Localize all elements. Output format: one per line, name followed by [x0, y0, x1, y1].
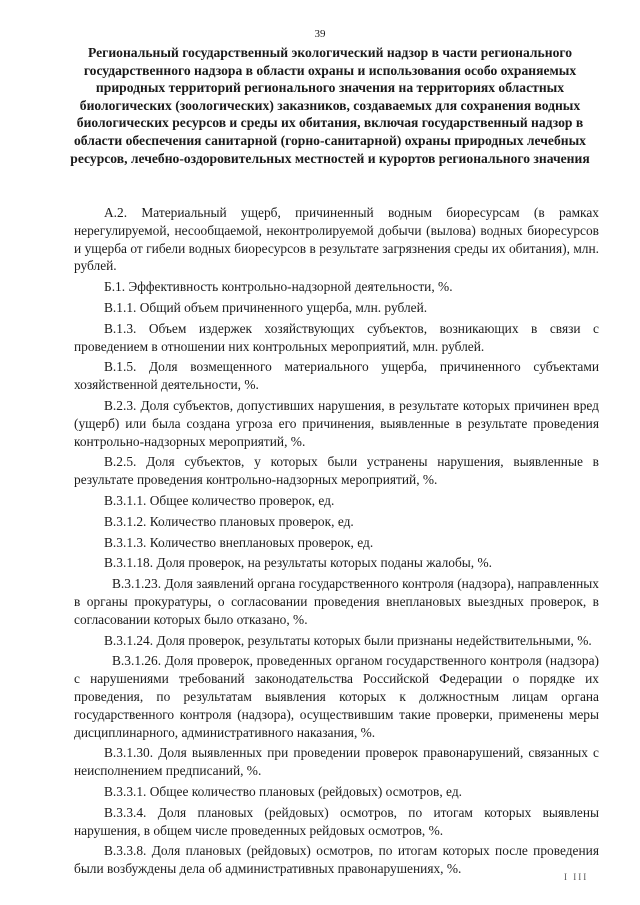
paragraph-v3-1-26: В.3.1.26. Доля проверок, проведенных органом государственного контроля (надзора) с нарушениями требований законодательства Российской Федерации о порядке их проведения, по результатам выявления которых к должностным лицам органа государственного контроля (надзора), осуществившим такие проверки, применены меры дисциплинарного, административного наказания, %. — [74, 653, 599, 740]
paragraph-v2-5: В.2.5. Доля субъектов, у которых были устранены нарушения, выявленные в результате проведения контрольно-надзорных мероприятий, %. — [74, 454, 599, 488]
paragraph-v1-1: В.1.1. Общий объем причиненного ущерба, млн. рублей. — [104, 299, 428, 315]
paragraph-v3-1-18: В.3.1.18. Доля проверок, на результаты которых поданы жалобы, %. — [104, 555, 492, 571]
paragraph-v3-1-1: В.3.1.1. Общее количество проверок, ед. — [104, 492, 335, 508]
paragraph-v3-3-8: В.3.3.8. Доля плановых (рейдовых) осмотров, по итогам которых после проведения были возбуждены дела об административных правонарушениях, %. — [74, 843, 599, 877]
section-heading: Региональный государственный экологический надзор в части регионального государственного надзора в области охраны и использования особо охраняемых природных территорий регионального значения на территориях областных биологических (зоологических) заказников, создаваемых для сохранения водных биологических ресурсов и среды их обитания, включая государственный надзор в области обеспечения санитарной (горно-санитарной) охраны природных лечебных ресурсов, лечебно-оздоровительных местностей и курортов регионального значения — [70, 45, 590, 166]
paragraph-b1: Б.1. Эффективность контрольно-надзорной деятельности, %. — [104, 279, 453, 295]
page-number: 39 — [314, 28, 326, 40]
paragraph-v1-5: В.1.5. Доля возмещенного материального ущерба, причиненного субъектами хозяйственной деятельности, %. — [74, 359, 599, 393]
paragraph-v3-3-4: В.3.3.4. Доля плановых (рейдовых) осмотров, по итогам которых выявлены нарушения, в общем числе проведенных рейдовых осмотров, %. — [74, 804, 599, 838]
paragraph-v3-3-1: В.3.3.1. Общее количество плановых (рейдовых) осмотров, ед. — [104, 783, 462, 799]
paragraph-v3-1-3: В.3.1.3. Количество внеплановых проверок, ед. — [104, 534, 374, 550]
paragraph-v2-3: В.2.3. Доля субъектов, допустивших нарушения, в результате которых причинен вред (ущерб) или была создана угроза его причинения, выявленные в результате проведения контрольно-надзорных мероприятий, %. — [74, 397, 599, 449]
paragraph-a2: А.2. Материальный ущерб, причиненный водным биоресурсам (в рамках нерегулируемой, несообщаемой, неконтролируемой добычи (вылова) водных биоресурсов и ущерба от гибели водных биоресурсов в результате загрязнения среды их обитания), млн. рублей. — [74, 205, 599, 274]
paragraph-v1-3: В.1.3. Объем издержек хозяйствующих субъектов, возникающих в связи с проведением в отношении них контрольных мероприятий, млн. рублей. — [74, 320, 599, 354]
indicator-list — [74, 204, 599, 881]
paragraph-v3-1-23: В.3.1.23. Доля заявлений органа государственного контроля (надзора), направленных в органы прокуратуры, о согласовании проведения внеплановых выездных проверок, в согласовании которых было отказано, %. — [74, 576, 599, 627]
footer-marks: I III — [564, 872, 589, 882]
paragraph-v3-1-30: В.3.1.30. Доля выявленных при проведении проверок правонарушений, связанных с неисполнением предписаний, %. — [74, 745, 599, 779]
paragraph-v3-1-2: В.3.1.2. Количество плановых проверок, ед. — [104, 513, 354, 529]
paragraph-v3-1-24: В.3.1.24. Доля проверок, результаты которых были признаны недействительными, %. — [104, 632, 592, 648]
